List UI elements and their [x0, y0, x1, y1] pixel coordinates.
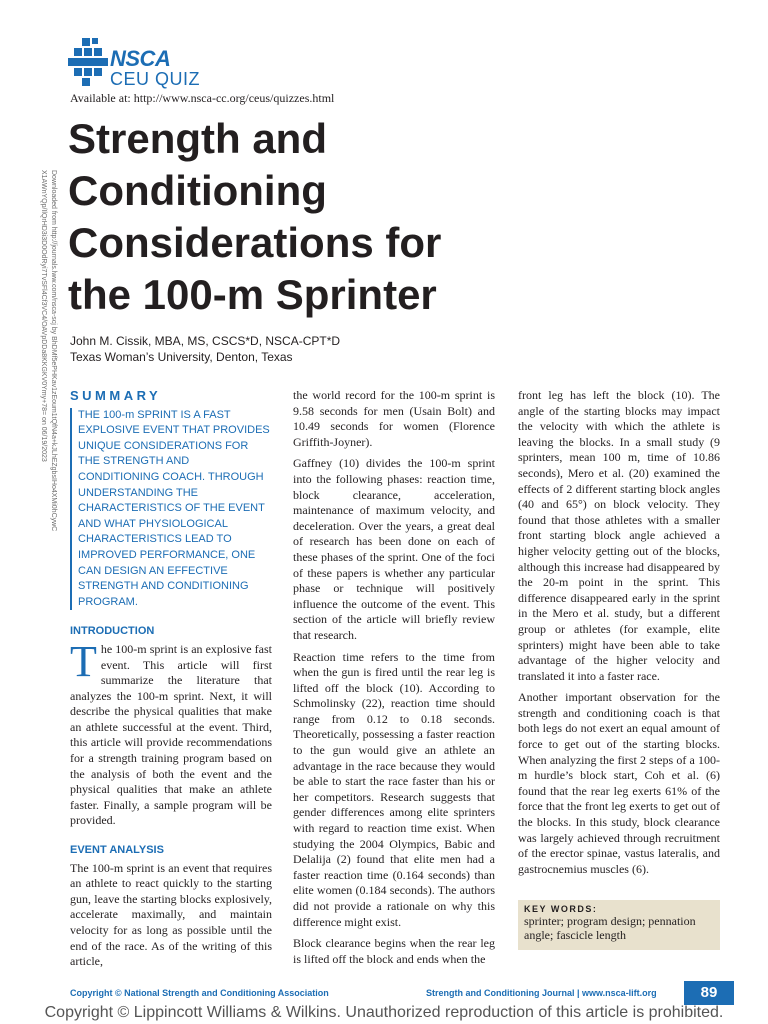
download-watermark-text: Downloaded from http://journals.lww.com/nsca-scj by BhDMf5ePHKav1zEoum1tQfN4a+kJLhEZgbsIHo4XMi0hCywC X1AWnYQp/IlQrHD3i3D0OdRyi7TvSFl4Cf3VC4/OAVpDDa8KKGKV0Ymy+78= on 06/19/2023 — [40, 170, 57, 532]
column-2 — [293, 388, 495, 973]
body-paragraph: Another important observation for the strength and conditioning coach is that both legs do not exert an equal amount of force to get out of the starting blocks. When analyzing the first 2 steps of a 100-m hurdle’s block start, Coh et al. (6) found that the rear leg exerts 61% of the force that the front leg exerts to get out of the blocks. In this study, block clearance was largely achieved through recruitment of the erector spinae, vastus lateralis, and gastrocnemius muscles (6). — [518, 690, 720, 876]
introduction-paragraph — [70, 636, 272, 829]
dropcap: T — [70, 636, 97, 686]
footer-journal-link[interactable]: Strength and Conditioning Journal | www.nsca-lift.org — [426, 988, 657, 998]
introduction-heading: INTRODUCTION — [70, 625, 155, 638]
footer-copyright: Copyright © National Strength and Conditioning Association — [70, 988, 329, 998]
logo-nsca-text: NSCA — [110, 46, 171, 71]
title-line: Conditioning — [68, 167, 327, 214]
summary-text: THE 100-m SPRINT IS A FAST EXPLOSIVE EVENT THAT PROVIDES UNIQUE CONSIDERATIONS FOR THE STRENGTH AND CONDITIONING COACH. THROUGH UNDERSTANDING THE CHARACTERISTICS OF THE EVENT AND WHAT PHYSIOLOGICAL CHARACTERISTICS LEAD TO IMPROVED PERFORMANCE, ONE CAN DESIGN AN EFFECTIVE STRENGTH AND CONDITIONING PROGRAM. — [70, 408, 272, 611]
body-paragraph: Gaffney (10) divides the 100-m sprint into the following phases: reaction time, block clearance, acceleration, maintenance of maximum velocity, and deceleration. Over the years, a great deal of research has been done on each of these phases of the sprint. One of the foci of these papers is whether any particular phase or technique will positively influence the outcome of the event. This section of the article will briefly review that research. — [293, 456, 495, 642]
author-block — [70, 333, 340, 365]
body-paragraph: front leg has left the block (10). The angle of the starting blocks may impact the velocity with which the athlete is leaving the blocks. In a small study (9 sprinters, mean 100 m, time of 10.86 seconds), Mero et al. (20) examined the effects of 2 different starting block angles (40 and 65°) on block velocity. They found that those athletes with a smaller front starting block angle achieved a higher velocity getting out of the blocks, although this increase had disappeared by the 20-m point in the sprint. This difference disappeared early in the sprint in the Mero et al. study, but a different group or athletes (for example, elite sprinters) might have been able to take advantage of the higher velocity and translated it into a faster race. — [518, 388, 720, 683]
event-analysis-heading: EVENT ANALYSIS — [70, 844, 164, 857]
reproduction-notice: Copyright © Lippincott Williams & Wilkins. Unauthorized reproduction of this article is prohibited. — [44, 1004, 724, 1021]
logo-ceu-quiz-text: CEU QUIZ — [110, 69, 201, 89]
download-watermark — [22, 170, 62, 590]
title-line: Considerations for — [68, 219, 442, 266]
introduction-text: he 100-m sprint is an explosive fast event. This article will first summarize the literature that analyzes the 100-m sprint. Next, it will describe the physical qualities that make an athlete successful at the event. Third, this article will provide recommendations for a strength training program based on the analysis of both the event and the physical qualities that make an athlete faster. Finally, a sample program will be provided. — [70, 641, 272, 828]
nsca-logo — [68, 36, 218, 92]
author-affiliation: Texas Woman’s University, Denton, Texas — [70, 350, 293, 364]
body-paragraph: the world record for the 100-m sprint is 9.58 seconds for men (Usain Bolt) and 10.49 seconds for women (Florence Griffith-Joyner). — [293, 388, 495, 449]
available-url[interactable]: Available at: http://www.nsca-cc.org/ceus/quizzes.html — [70, 91, 335, 105]
keywords-text: sprinter; program design; pennation angle; fascicle length — [524, 914, 696, 942]
summary-heading: SUMMARY — [70, 388, 162, 403]
keywords-heading: KEY WORDS: — [524, 904, 598, 914]
title-line: Strength and — [68, 115, 327, 162]
nsca-grid-icon — [68, 36, 108, 90]
title-line: the 100-m Sprinter — [68, 271, 437, 318]
event-analysis-paragraph: The 100-m sprint is an event that requires an athlete to react quickly to the starting gun, leave the starting blocks explosively, accelerate maximally, and maintain velocity for as long as possible until the end of the race. As of the writing of this article, — [70, 860, 272, 969]
keywords-box — [518, 900, 720, 950]
body-paragraph: Reaction time refers to the time from when the gun is fired until the rear leg is lifted off the block (10). According to Schmolinsky (22), reaction time should range from 0.12 to 0.18 seconds. Theoretically, possessing a faster reaction to the gun would give an athlete an advantage in the race because they would be able to start the race faster than his or her competitors. Research suggests that gender differences among elite sprinters with regard to reaction time exist. When studying the 2004 Olympics, Babic and Delalija (2) found that elite men had a faster reaction time (0.164 seconds) than elite women (0.184 seconds). The authors did not provide a rationale on why this difference might exist. — [293, 649, 495, 929]
article-title — [68, 113, 588, 321]
column-3 — [518, 388, 720, 883]
column-1 — [70, 388, 272, 976]
body-paragraph: Block clearance begins when the rear leg is lifted off the block and ends when the — [293, 936, 495, 966]
author-names: John M. Cissik, MBA, MS, CSCS*D, NSCA-CPT*D — [70, 334, 341, 348]
page-number: 89 — [684, 981, 734, 1005]
